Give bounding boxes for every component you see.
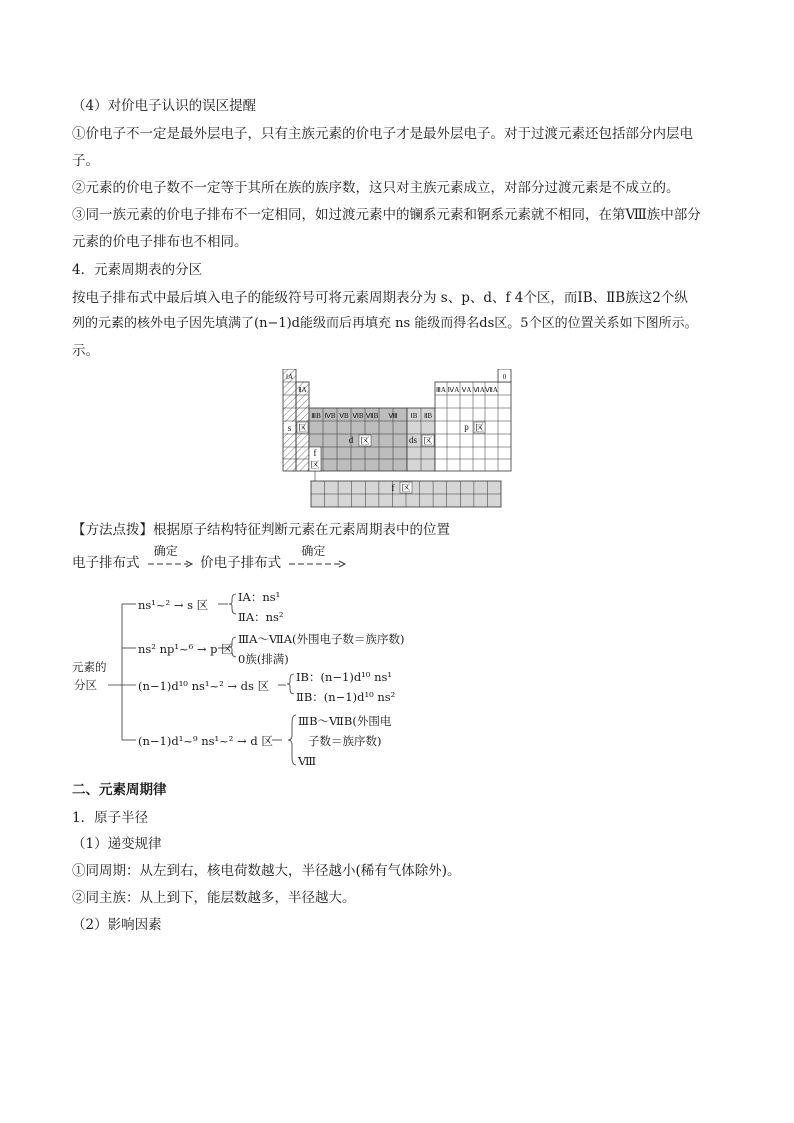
d-branch-VIII: Ⅷ bbox=[298, 754, 317, 768]
flow-line bbox=[72, 544, 349, 573]
p-block-label: p bbox=[464, 422, 469, 432]
paragraph-1-line2: 子。 bbox=[72, 153, 99, 169]
p-branch-main-groups: ⅢA～ⅦA(外围电子数＝族序数) bbox=[238, 632, 405, 646]
section-4-title: （4）对价电子认识的误区提醒 bbox=[72, 98, 257, 114]
ds-block-label: ds bbox=[408, 435, 418, 445]
group-IIB-label: ⅡB bbox=[423, 412, 433, 420]
group-IA-label: ⅠA bbox=[285, 373, 294, 381]
f-marker-qu-label: 区 bbox=[310, 460, 320, 470]
flow-arrow-2: 确定 bbox=[287, 553, 347, 573]
group-VIIA-label: ⅦA bbox=[485, 386, 498, 394]
block-classification-tree bbox=[72, 590, 432, 770]
s-block-label: s bbox=[287, 423, 292, 433]
s-branch-IIA: ⅡA：ns² bbox=[238, 610, 284, 624]
paragraph-4-line1: 按电子排布式中最后填入电子的能级符号可将元素周期表分为 s、p、d、f 4个区，而ⅠB、ⅡB族这2个纵 bbox=[72, 290, 688, 306]
group-VB-label: ⅤB bbox=[339, 412, 349, 420]
same-period-rule: ①同周期：从左到右，核电荷数越大，半径越小(稀有气体除外)。 bbox=[72, 863, 461, 879]
ds-branch-IB: ⅠB：(n−1)d¹⁰ ns¹ bbox=[296, 670, 392, 684]
s-block bbox=[283, 369, 309, 471]
group-IIA-label: ⅡA bbox=[298, 386, 307, 394]
paragraph-1-line1: ①价电子不一定是最外层电子，只有主族元素的价电子才是最外层电子。对于过渡元素还包括部分内层电 bbox=[72, 126, 693, 142]
ds-block-qu-label: 区 bbox=[423, 436, 433, 446]
group-VIA-label: ⅥA bbox=[473, 386, 485, 394]
group-VIIB-label: ⅦB bbox=[365, 412, 379, 420]
heading-4: 4．元素周期表的分区 bbox=[72, 262, 203, 278]
section-2-title: 二、元素周期律 bbox=[72, 782, 167, 798]
paragraph-2: ②元素的价电子数不一定等于其所在族的族序数，这只对主族元素成立，对部分过渡元素是不成立的。 bbox=[72, 180, 680, 196]
d-branch: (n−1)d¹~⁹ ns¹~² → d 区 bbox=[138, 734, 273, 748]
flow-middle: 价电子排布式 bbox=[200, 555, 282, 571]
atomic-radius-heading: 1．原子半径 bbox=[72, 810, 149, 826]
group-zero-label: 0 bbox=[502, 373, 507, 381]
tree-root-line2: 分区 bbox=[74, 678, 97, 692]
group-VIII-label: Ⅷ bbox=[388, 412, 398, 420]
group-VIB-label: ⅥB bbox=[352, 412, 364, 420]
d-block-label: d bbox=[348, 435, 354, 445]
paragraph-3-line2: 元素的价电子排布也不相同。 bbox=[72, 234, 248, 250]
group-IVB-label: ⅣB bbox=[324, 412, 336, 420]
same-group-rule: ②同主族：从上到下，能层数越多，半径越大。 bbox=[72, 890, 356, 906]
s-block-qu-label: 区 bbox=[297, 423, 308, 433]
group-IIIA-label: ⅢA bbox=[436, 386, 446, 394]
group-VA-label: ⅤA bbox=[461, 386, 472, 394]
s-branch: ns¹~² → s 区 bbox=[138, 598, 209, 612]
tree-root-line1: 元素的 bbox=[72, 660, 107, 674]
group-IVA-label: ⅣA bbox=[447, 386, 460, 394]
p-branch-zero-group: 0族(排满) bbox=[238, 652, 289, 666]
group-IIIB-label: ⅢB bbox=[311, 412, 321, 420]
ds-branch: (n−1)d¹⁰ ns¹~² → ds 区 bbox=[138, 679, 270, 693]
periodic-table-diagram bbox=[281, 369, 513, 511]
d-branch-IIIB-VIIB-line1: ⅢB～ⅦB(外围电 bbox=[298, 714, 392, 728]
p-branch: ns² np¹~⁶ → p 区 bbox=[138, 642, 233, 656]
trend-rule-heading: （1）递变规律 bbox=[72, 836, 162, 852]
d-block-qu-label: 区 bbox=[360, 436, 370, 446]
f-block-label: f bbox=[391, 483, 395, 493]
f-marker-label: f bbox=[313, 448, 317, 458]
flow-arrow-1: 确定 bbox=[146, 553, 194, 573]
ds-branch-IIB: ⅡB：(n−1)d¹⁰ ns² bbox=[296, 690, 396, 704]
group-IB-label: ⅠB bbox=[410, 412, 418, 420]
method-tip-title: 【方法点拨】根据原子结构特征判断元素在元素周期表中的位置 bbox=[72, 522, 450, 538]
s-branch-IA: ⅠA：ns¹ bbox=[238, 590, 281, 604]
paragraph-4-line3: 示。 bbox=[72, 343, 99, 359]
flow-start: 电子排布式 bbox=[72, 555, 140, 571]
paragraph-3-line1: ③同一族元素的价电子排布不一定相同，如过渡元素中的镧系元素和锕系元素就不相同，在第Ⅷ族中部分 bbox=[72, 207, 701, 223]
influencing-factors-heading: （2）影响因素 bbox=[72, 917, 162, 933]
f-block-qu-label: 区 bbox=[401, 483, 411, 493]
d-branch-IIIB-VIIB-line2: 子数＝族序数) bbox=[308, 734, 382, 748]
paragraph-4-line2: 列的元素的核外电子因先填满了(n−1)d能级而后再填充 ns 能级而得名ds区。5个区的位置关系如下图所示。 bbox=[72, 316, 698, 331]
p-block-qu-label: 区 bbox=[474, 423, 485, 433]
